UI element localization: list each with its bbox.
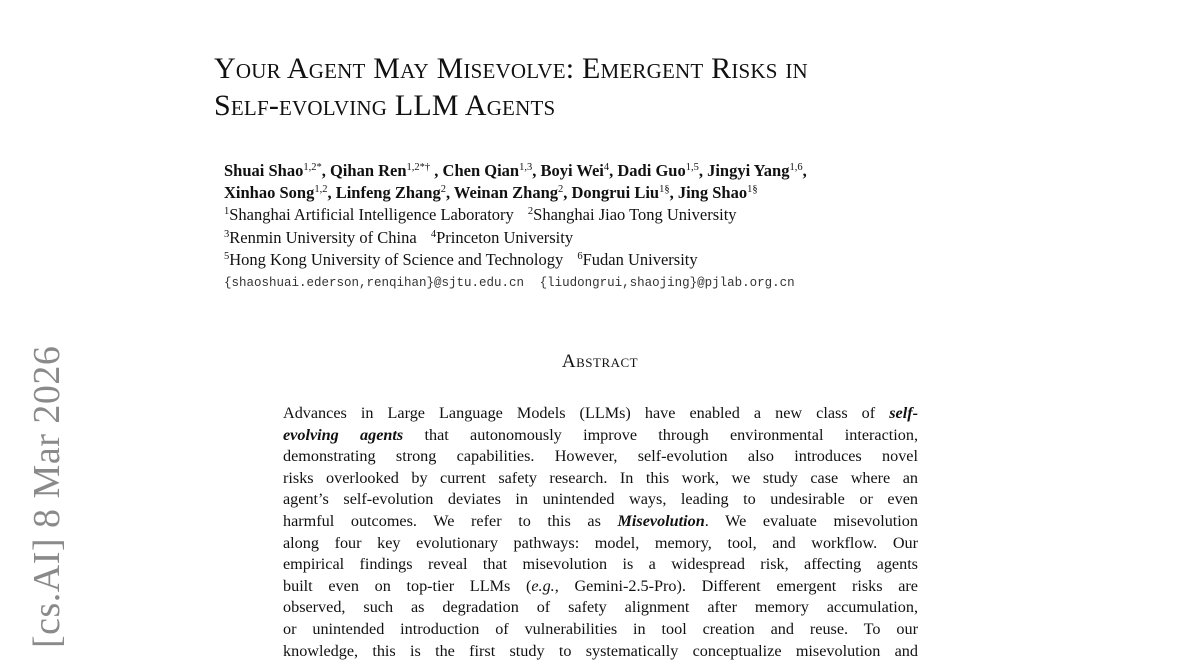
affiliation-line-1 xyxy=(224,204,1004,227)
email-line xyxy=(224,272,1004,294)
author: Shuai Shao$^{1,2*}$, xyxy=(224,161,330,180)
author-line-2 xyxy=(224,182,1004,204)
abstract-line: risks overlooked by current safety research. In this work, we study case where an xyxy=(283,468,918,487)
author: Dadi Guo$^{1,5}$, xyxy=(617,161,708,180)
email-address[interactable]: {liudongrui,shaojing}@pjlab.org.cn xyxy=(539,275,795,290)
paper-title xyxy=(214,50,1074,124)
affiliation: $^2$Shanghai Jiao Tong University xyxy=(527,205,737,224)
abstract-line: knowledge, this is the first study to systematically conceptualize misevolution and xyxy=(283,641,918,660)
abstract-heading: Abstract xyxy=(561,351,639,372)
affiliation: $^4$Princeton University xyxy=(430,227,574,247)
email-address[interactable]: {shaoshuai.ederson,renqihan}@sjtu.edu.cn xyxy=(224,275,525,290)
affiliation: $^5$Hong Kong University of Science and Technology xyxy=(224,250,564,269)
affiliation-line-2 xyxy=(224,227,1004,250)
abstract-line: observed, such as degradation of safety alignment after memory accumulation, xyxy=(283,598,918,617)
title-line-2: Self-evolving LLM Agents xyxy=(214,89,556,122)
author: Linfeng Zhang$^2$, xyxy=(335,183,454,202)
author: Xinhao Song$^{1,2}$, xyxy=(224,183,336,202)
abstract-line: Advances in Large Language Models (LLMs) have enabled a new class of self- xyxy=(283,404,918,422)
arxiv-stamp: [cs.AI] 8 Mar 2026 xyxy=(26,345,68,648)
abstract-body xyxy=(283,403,918,662)
abstract-line: demonstrating strong capabilities. However, self-evolution also introduces novel xyxy=(283,447,918,466)
abstract-line: empirical findings reveal that misevolution is a widespread risk, affecting agents xyxy=(283,555,918,574)
affiliation: $^1$Shanghai Artificial Intelligence Laboratory xyxy=(224,205,514,224)
abstract-line: along four key evolutionary pathways: model, memory, tool, and workflow. Our xyxy=(283,533,918,552)
abstract-line: built even on top-tier LLMs (e.g., Gemini-2.5-Pro). Different emergent risks are xyxy=(283,576,918,595)
affiliation: $^3$Renmin University of China xyxy=(224,227,417,247)
title-line-1: Your Agent May Misevolve: Emergent Risks in xyxy=(214,52,808,85)
author-line-1 xyxy=(224,160,1004,182)
author: Boyi Wei$^4$, xyxy=(540,161,618,180)
abstract-line: harmful outcomes. We refer to this as Misevolution. We evaluate misevolution xyxy=(283,511,918,530)
author: Jing Shao$^{1\S}$ xyxy=(677,183,758,202)
author: Qihan Ren$^{1,2*\dagger}$ , xyxy=(329,161,443,180)
author: Jingyi Yang$^{1,6}$, xyxy=(707,161,807,180)
author: Chen Qian$^{1,3}$, xyxy=(442,161,541,180)
abstract-line: agent’s self-evolution deviates in unintended ways, leading to undesirable or even xyxy=(283,490,918,509)
abstract-line: or unintended introduction of vulnerabilities in tool creation and reuse. To our xyxy=(283,619,918,638)
author: Dongrui Liu$^{1\S}$, xyxy=(571,183,678,202)
author: Weinan Zhang$^2$, xyxy=(453,183,572,202)
affiliation-line-3 xyxy=(224,249,1004,272)
author-block xyxy=(224,160,1004,294)
abstract-line: evolving agents that autonomously improve through environmental interaction, xyxy=(283,425,918,444)
affiliation: $^6$Fudan University xyxy=(577,250,698,269)
